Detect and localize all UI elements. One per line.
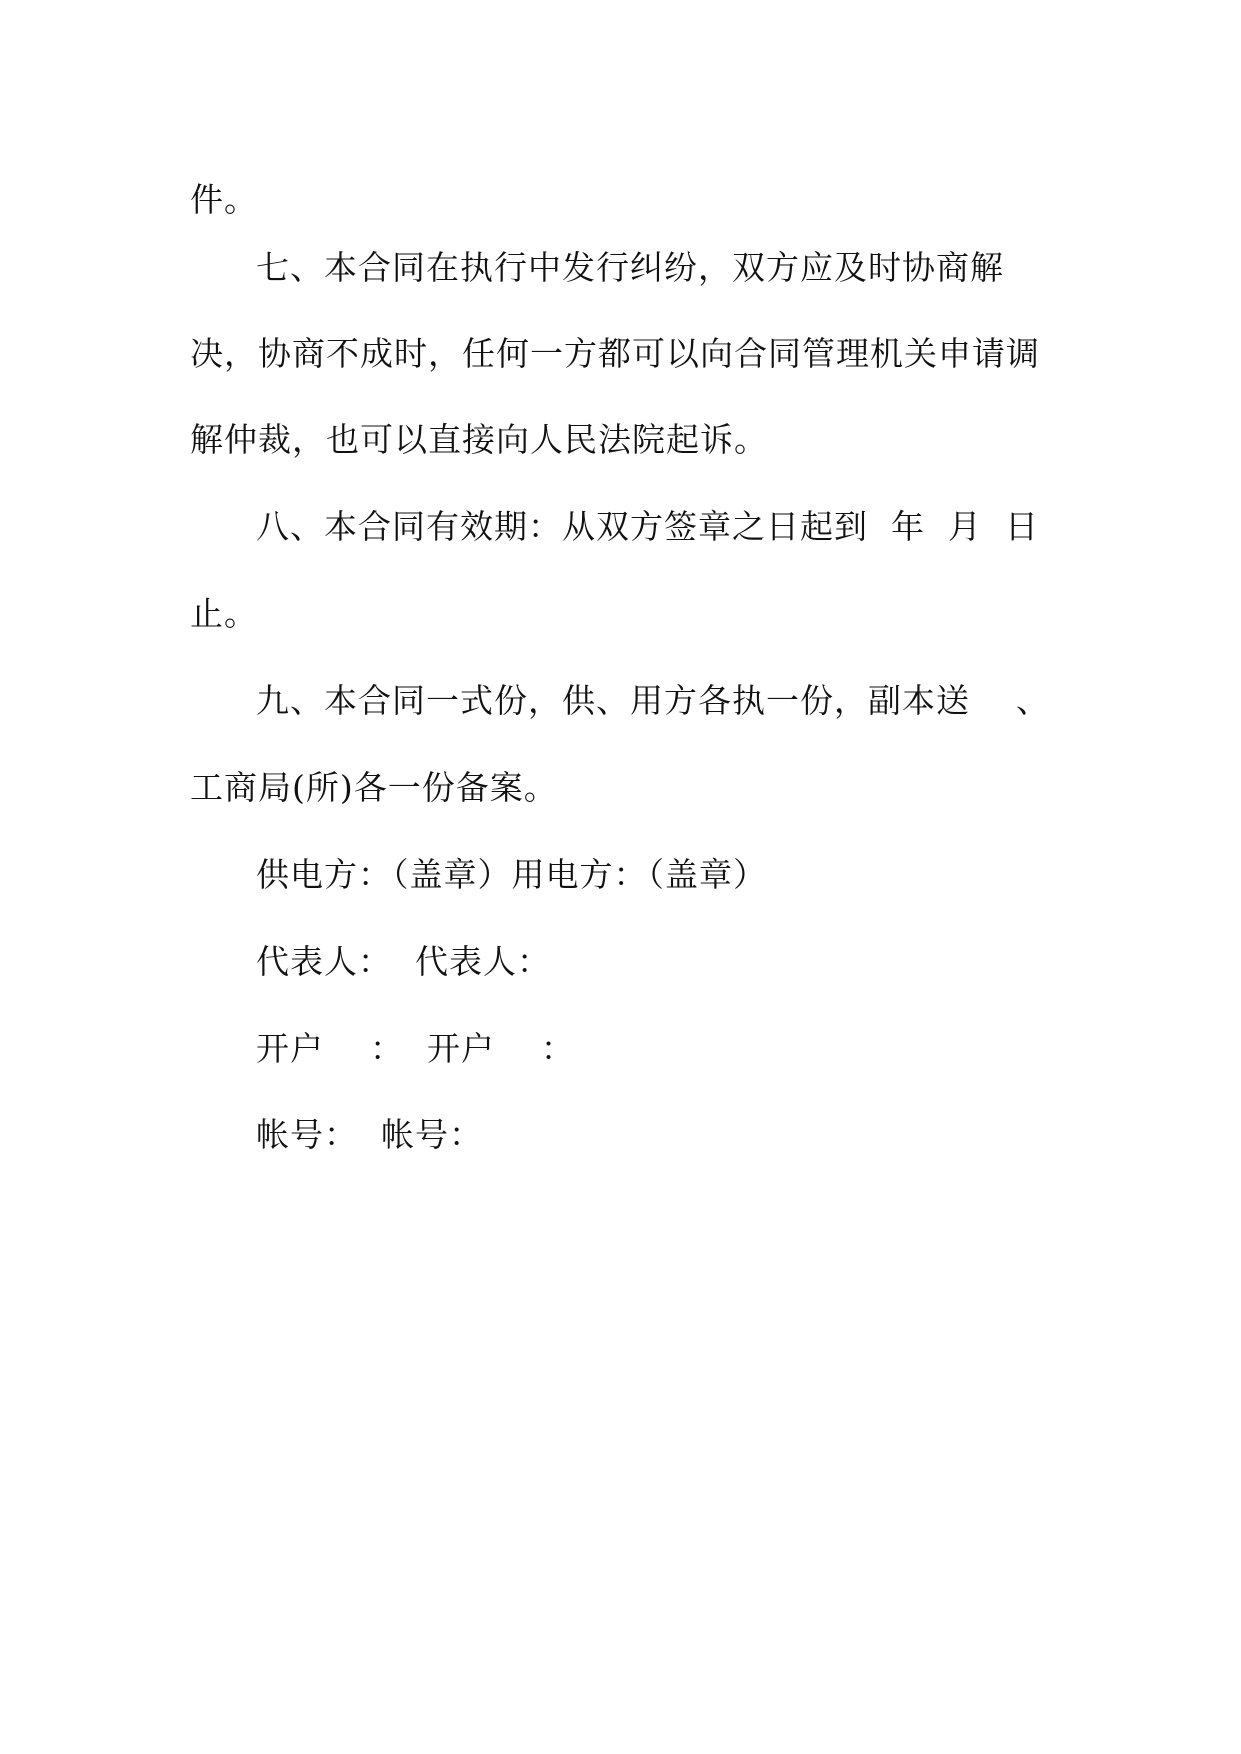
clause-7-line-1: 七、本合同在执行中发行纠纷，双方应及时协商解 <box>256 248 1004 287</box>
clause-7-line-3: 解仲裁，也可以直接向人民法院起诉。 <box>190 420 768 459</box>
bank-account-line: 开户 ： 开户 ： <box>256 1029 575 1068</box>
clause-9-line-2: 工商局(所)各一份备案。 <box>190 768 558 807</box>
clause-9-line-1: 九、本合同一式份，供、用方各执一份，副本送 、 <box>256 681 1050 720</box>
text-line-1: 件。 <box>190 180 258 219</box>
clause-8-line-2: 止。 <box>190 594 258 633</box>
clause-7-line-2: 决，协商不成时，任何一方都可以向合同管理机关申请调 <box>190 334 1040 373</box>
representative-line: 代表人： 代表人： <box>256 942 551 981</box>
account-number-line: 帐号： 帐号： <box>256 1115 483 1154</box>
clause-8-line-1: 八、本合同有效期：从双方签章之日起到 年 月 日 <box>256 507 1039 546</box>
signature-party-line: 供电方：（盖章）用电方：（盖章） <box>256 855 767 894</box>
